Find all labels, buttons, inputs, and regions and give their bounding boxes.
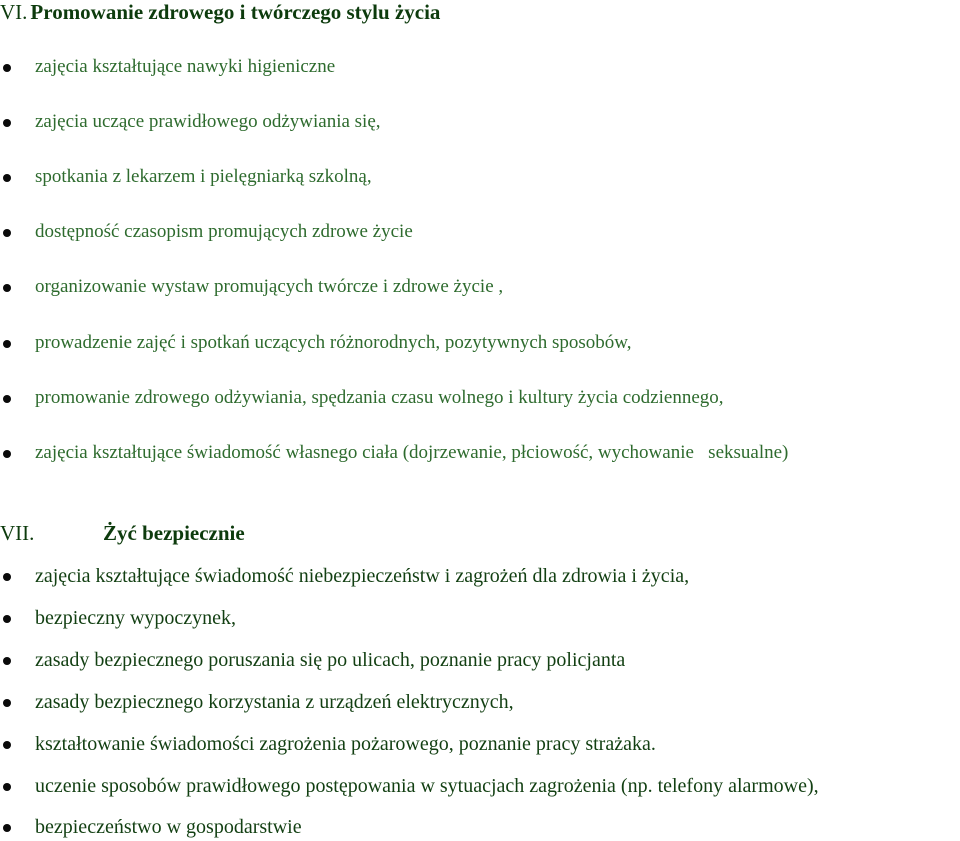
list-item-text: dostępność czasopism promujących zdrowe życie bbox=[35, 221, 413, 242]
bullet-icon bbox=[3, 657, 11, 665]
list-item bbox=[0, 564, 960, 588]
bullet-icon bbox=[3, 119, 11, 127]
list-item-text: uczenie sposobów prawidłowego postępowania w sytuacjach zagrożenia (np. telefony alarmowe), bbox=[35, 775, 819, 797]
list-item bbox=[0, 331, 960, 355]
list-item-text: zasady bezpiecznego poruszania się po ulicach, poznanie pracy policjanta bbox=[35, 649, 626, 671]
list-item bbox=[0, 441, 960, 465]
list-item-text: zajęcia kształtujące świadomość niebezpieczeństw i zagrożeń dla zdrowia i życia, bbox=[35, 565, 690, 587]
list-item bbox=[0, 732, 960, 756]
section-vi-number: VI. bbox=[0, 0, 28, 24]
list-item bbox=[0, 110, 960, 134]
list-item-text: bezpieczeństwo w gospodarstwie bbox=[35, 816, 302, 838]
list-item bbox=[0, 386, 960, 410]
bullet-icon bbox=[3, 615, 11, 623]
section-vii-heading bbox=[0, 521, 245, 545]
list-item-text: prowadzenie zajęć i spotkań uczących różnorodnych, pozytywnych sposobów, bbox=[35, 332, 632, 353]
bullet-icon bbox=[3, 64, 11, 72]
bullet-icon bbox=[3, 450, 11, 458]
list-item-text: zajęcia kształtujące nawyki higieniczne bbox=[35, 56, 336, 77]
list-item-text: zajęcia uczące prawidłowego odżywiania się, bbox=[35, 111, 381, 132]
list-item bbox=[0, 220, 960, 244]
list-item-text: organizowanie wystaw promujących twórcze i zdrowe życie , bbox=[35, 276, 504, 297]
list-item-text: kształtowanie świadomości zagrożenia pożarowego, poznanie pracy strażaka. bbox=[35, 733, 656, 755]
list-item bbox=[0, 774, 960, 798]
list-item-text: zajęcia kształtujące świadomość własnego ciała (dojrzewanie, płciowość, wychowanie seksualne) bbox=[35, 442, 789, 463]
bullet-icon bbox=[3, 783, 11, 791]
bullet-icon bbox=[3, 741, 11, 749]
bullet-icon bbox=[3, 174, 11, 182]
list-item bbox=[0, 815, 960, 839]
list-item-text: spotkania z lekarzem i pielęgniarką szkolną, bbox=[35, 166, 372, 187]
list-item bbox=[0, 275, 960, 299]
bullet-icon bbox=[3, 340, 11, 348]
section-vii-number: VII. bbox=[0, 521, 35, 545]
bullet-icon bbox=[3, 699, 11, 707]
list-item bbox=[0, 690, 960, 714]
bullet-icon bbox=[3, 573, 11, 581]
section-vi-title: Promowanie zdrowego i twórczego stylu życia bbox=[30, 0, 441, 24]
bullet-icon bbox=[3, 824, 11, 832]
section-vii-title: Żyć bezpiecznie bbox=[103, 521, 245, 545]
list-item-text: promowanie zdrowego odżywiania, spędzania czasu wolnego i kultury życia codziennego, bbox=[35, 387, 724, 408]
list-item-text: bezpieczny wypoczynek, bbox=[35, 607, 237, 629]
list-item bbox=[0, 55, 960, 79]
bullet-icon bbox=[3, 395, 11, 403]
bullet-icon bbox=[3, 229, 11, 237]
list-item bbox=[0, 165, 960, 189]
list-item bbox=[0, 606, 960, 630]
section-vi-heading bbox=[0, 0, 440, 24]
list-item bbox=[0, 648, 960, 672]
list-item-text: zasady bezpiecznego korzystania z urządzeń elektrycznych, bbox=[35, 691, 514, 713]
bullet-icon bbox=[3, 284, 11, 292]
